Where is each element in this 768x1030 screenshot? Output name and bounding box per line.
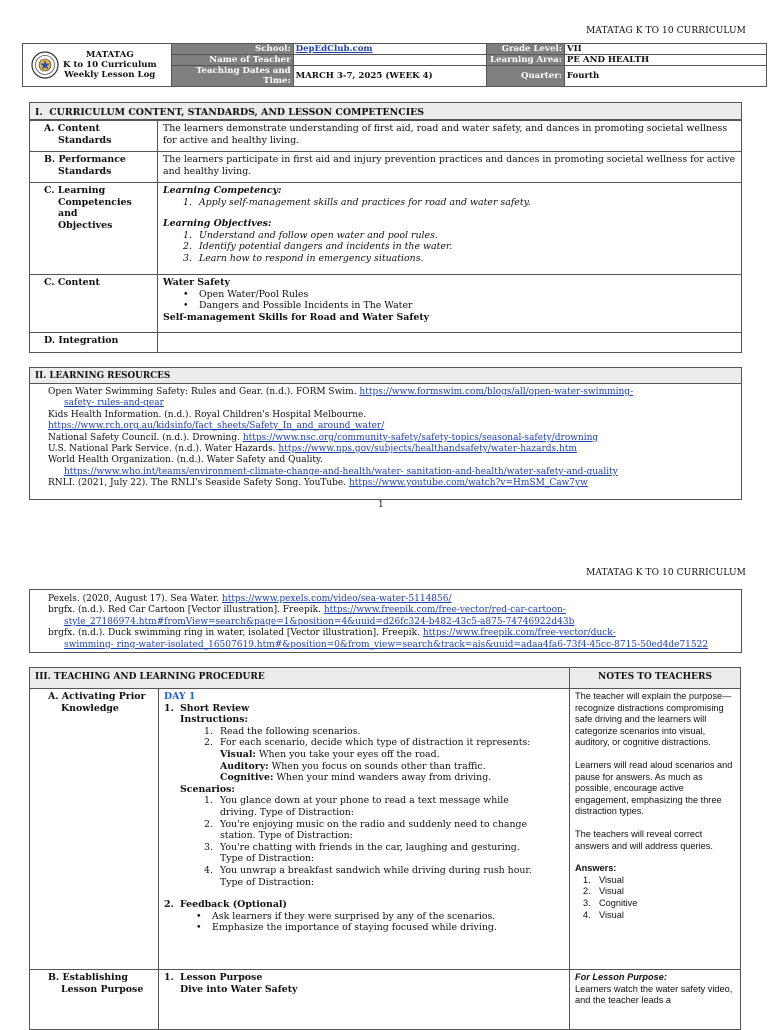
section-1-title <box>29 102 742 120</box>
scenario-item: 2. You're enjoying music on the radio and suddenly need to change station. Type of Distraction: <box>204 818 528 842</box>
reference-item: brgfx. (n.d.). Duck swimming ring in water, isolated [Vector illustration]. Freepik. https://www.freepik.com/free-vector/duck- <box>48 628 616 639</box>
reference-link[interactable]: safety- rules-and-gear <box>64 398 164 409</box>
reference-link[interactable]: style_27186974.htm#fromView=search&page=1&position=4&uuid=d26fc324-b482-43c5-a875-74746922d43b <box>64 616 575 627</box>
for-lesson-purpose-text: Learners watch the water safety video, and the teacher leads a <box>575 983 733 1006</box>
references-list <box>30 384 741 490</box>
learning-resources-continued <box>29 589 742 653</box>
instructions-heading: Instructions: <box>180 714 248 726</box>
quarter-value: Fourth <box>564 66 766 87</box>
content-bullet: • Dangers and Possible Incidents in The Water <box>183 300 413 312</box>
curriculum-table <box>29 120 742 353</box>
content-footer: Self-management Skills for Road and Water Safety <box>163 311 430 323</box>
reference-item: World Health Organization. (n.d.). Water Safety and Quality. <box>48 455 323 466</box>
content-cell <box>158 275 742 333</box>
short-review-heading: 1. Short Review <box>164 702 250 714</box>
org-title: MATATAG <box>85 50 134 60</box>
grade-label: Grade Level: <box>486 44 564 55</box>
lc-heading: Learning Competency: <box>163 185 282 196</box>
reference-item: Open Water Swimming Safety: Rules and Gear. (n.d.). FORM Swim. https://www.formswim.com/blogs/all/open-water-swimming- <box>48 387 634 397</box>
lo-item: 1. Understand and follow open water and pool rules. <box>183 229 438 241</box>
page-number: 1 <box>378 500 384 510</box>
org-subtitle-2: Weekly Lesson Log <box>64 70 156 80</box>
answer-item: 4. Visual <box>583 909 624 920</box>
reference-link[interactable]: swimming- ring-water-isolated_16507619.htm#&position=0&from_view=search&track=ais&uuid=adaa4fa6-73f4-45cc-8715-50ed4de71522 <box>64 639 709 650</box>
reference-item: RNLI. (2021, July 22). The RNLI's Seaside Safety Song. YouTube. https://www.youtube.com/watch?v=HmSM_Caw7yw <box>48 478 588 489</box>
area-value: PE AND HEALTH <box>564 55 766 66</box>
teacher-value <box>293 55 486 66</box>
dive-heading: Dive into Water Safety <box>180 983 298 995</box>
reference-item: Pexels. (2020, August 17). Sea Water. https://www.pexels.com/video/sea-water-5114856/ <box>48 594 452 604</box>
content-label: C. Content <box>30 275 158 333</box>
lo-item: 3. Learn how to respond in emergency situations. <box>183 252 424 264</box>
reference-link[interactable]: https://www.pexels.com/video/sea-water-5114856/ <box>221 594 452 604</box>
procedure-table <box>29 667 741 1030</box>
feedback-item: • Ask learners if they were surprised by any of the scenarios. <box>196 910 496 922</box>
learning-resources-box <box>29 367 742 500</box>
reference-link[interactable]: https://www.nsc.org/community-safety/safety-topics/seasonal-safety/drowning <box>242 432 599 443</box>
reference-link[interactable]: https://www.freepik.com/free-vector/duck- <box>422 628 616 639</box>
reference-link[interactable]: https://www.rch.org.au/kidsinfo/fact_sheets/Safety_In_and_around_water/ <box>48 421 385 432</box>
scenario-item: 4. You unwrap a breakfast sandwich while driving during rush hour. Type of Distraction: <box>204 864 532 888</box>
school-label: School: <box>172 44 294 55</box>
notes-title: NOTES TO TEACHERS <box>570 668 741 689</box>
lesson-log-header-table <box>22 43 767 87</box>
establishing-label: B. Establishing Lesson Purpose <box>30 970 159 1030</box>
content-heading: Water Safety <box>163 277 230 288</box>
lo-item: 2. Identify potential dangers and incidents in the water. <box>183 241 453 253</box>
section-2-title: II. LEARNING RESOURCES <box>30 368 741 384</box>
reference-item: Kids Health Information. (n.d.). Royal Children's Hospital Melbourne. <box>48 409 367 420</box>
notes-paragraph: Learners will read aloud scenarios and pause for answers. As much as possible, encourage active engagement, emphasizing the three distraction types. <box>575 759 733 817</box>
curriculum-header: MATATAG K TO 10 CURRICULUM <box>586 568 746 578</box>
section-3-title: III. TEACHING AND LEARNING PROCEDURE <box>30 668 570 689</box>
dates-label: Teaching Dates and Time: <box>172 66 294 87</box>
integration-text <box>158 333 742 353</box>
grade-value: VII <box>564 44 766 55</box>
dates-value: MARCH 3-7, 2025 (WEEK 4) <box>293 66 486 87</box>
section-1-number: I. <box>35 107 43 118</box>
school-link[interactable]: DepEdClub.com <box>295 44 373 54</box>
answer-item: 3. Cognitive <box>583 897 638 908</box>
content-bullet: • Open Water/Pool Rules <box>183 288 309 300</box>
reference-link[interactable]: https://www.nps.gov/subjects/healthandsafety/water-hazards.htm <box>278 444 577 455</box>
logo-cell <box>23 44 172 87</box>
day-label: DAY 1 <box>164 691 196 702</box>
scenario-item: 3. You're chatting with friends in the car, laughing and gesturing. Type of Distraction: <box>204 841 520 865</box>
reference-link[interactable]: https://www.freepik.com/free-vector/red-car-cartoon- <box>323 605 566 616</box>
for-lesson-purpose-heading: For Lesson Purpose: <box>575 972 667 982</box>
reference-link[interactable]: https://www.formswim.com/blogs/all/open-water-swimming- <box>359 387 634 397</box>
content-standards-text: The learners demonstrate understanding of first aid, road and water safety, and dances in promoting societal wellness for active and healthy living. <box>158 121 742 152</box>
scenario-item: 1. You glance down at your phone to read a text message while driving. Type of Distraction: <box>204 795 509 818</box>
reference-link[interactable]: https://www.youtube.com/watch?v=HmSM_Caw7yw <box>348 478 588 489</box>
deped-seal-icon <box>31 51 59 79</box>
auditory-def: Auditory: When you focus on sounds other than traffic. <box>220 760 486 772</box>
performance-standards-text: The learners participate in first aid and injury prevention practices and dances in promoting societal wellness for active and healthy living. <box>158 152 742 183</box>
performance-standards-label: B. Performance Standards <box>30 152 158 183</box>
notes-paragraph: The teacher will explain the purpose—recognize distractions compromising safe driving and the learners will categorize scenarios into visual, auditory, or cognitive distractions. <box>575 691 732 748</box>
competencies-label: C. Learning Competencies and Objectives <box>30 183 158 275</box>
competencies-cell <box>158 183 742 275</box>
scenarios-heading: Scenarios: <box>180 783 235 795</box>
instruction-item: 1. Read the following scenarios. <box>204 725 361 737</box>
answers-heading: Answers: <box>575 863 617 874</box>
teacher-label: Name of Teacher <box>172 55 294 66</box>
content-standards-label: A. Content Standards <box>30 121 158 152</box>
visual-def: Visual: When you take your eyes off the road. <box>220 748 440 760</box>
reference-link[interactable]: https://www.who.int/teams/environment-climate-change-and-health/water- sanitation-and-health/water-safety-and-quality <box>64 466 618 477</box>
answer-item: 2. Visual <box>583 886 624 897</box>
activating-cell <box>159 689 570 970</box>
lesson-purpose-heading: 1. Lesson Purpose <box>164 972 263 983</box>
reference-item: U.S. National Park Service. (n.d.). Water Hazards. https://www.nps.gov/subjects/healthandsafety/water-hazards.htm <box>48 444 577 455</box>
area-label: Learning Area: <box>486 55 564 66</box>
lc-item: 1. Apply self-management skills and practices for road and water safety. <box>183 196 531 208</box>
establishing-cell <box>159 970 570 1030</box>
notes-paragraph: The teachers will reveal correct answers and will address queries. <box>575 828 713 851</box>
integration-label: D. Integration <box>30 333 158 353</box>
org-subtitle: K to 10 Curriculum <box>63 60 157 70</box>
school-value[interactable] <box>293 44 486 55</box>
feedback-heading: 2. Feedback (Optional) <box>164 899 287 911</box>
lo-heading: Learning Objectives: <box>163 218 272 230</box>
lesson-purpose-notes <box>570 970 741 1030</box>
quarter-label: Quarter: <box>486 66 564 87</box>
cognitive-def: Cognitive: When your mind wanders away from driving. <box>220 772 492 784</box>
activating-label: A. Activating Prior Knowledge <box>30 689 159 970</box>
notes-cell <box>570 689 741 970</box>
section-1-heading: CURRICULUM CONTENT, STANDARDS, AND LESSON COMPETENCIES <box>49 107 425 118</box>
feedback-item: • Emphasize the importance of staying focused while driving. <box>196 922 497 934</box>
reference-item: brgfx. (n.d.). Red Car Cartoon [Vector illustration]. Freepik. https://www.freepik.com/free-vector/red-car-cartoon- <box>48 605 566 616</box>
reference-item: National Safety Council. (n.d.). Drowning. https://www.nsc.org/community-safety/safety-topics/seasonal-safety/drowning <box>48 432 599 443</box>
answer-item: 1. Visual <box>583 874 624 885</box>
instruction-item: 2. For each scenario, decide which type of distraction it represents: <box>204 737 531 749</box>
curriculum-header: MATATAG K TO 10 CURRICULUM <box>586 26 746 36</box>
